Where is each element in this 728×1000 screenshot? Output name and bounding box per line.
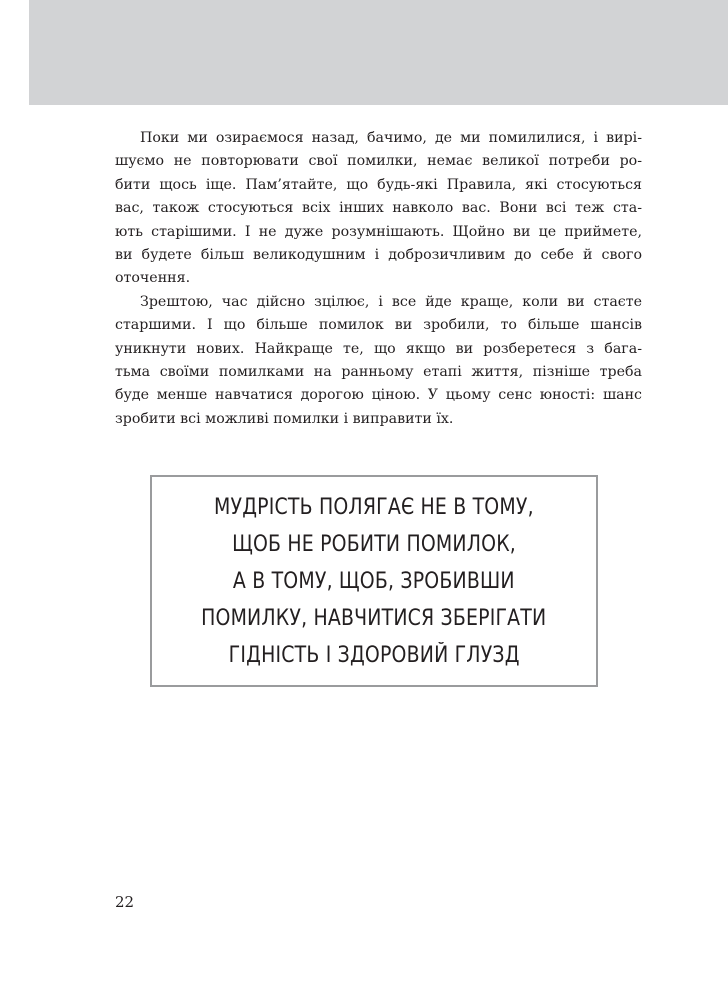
text-line: зробити всі можливі помилки і виправити їх. [115, 410, 454, 427]
text-line: вас, також стосуються всіх інших навколо вас. Вони всі теж ста- [115, 200, 642, 217]
quote-line: ГІДНІСТЬ І ЗДОРОВИЙ ГЛУЗД [228, 642, 520, 668]
text-line: ють старішими. І не дуже розумнішають. Щойно ви це приймете, [115, 223, 642, 240]
text-line: уникнути нових. Найкраще те, що якщо ви розберетеся з бага- [115, 340, 642, 357]
body-text [115, 127, 642, 431]
quote-line: ПОМИЛКУ, НАВЧИТИСЯ ЗБЕРІГАТИ [201, 605, 547, 631]
text-line: Поки ми озираємося назад, бачимо, де ми помилилися, і вирі- [140, 130, 642, 146]
quote-box [150, 475, 598, 687]
paragraph-2 [115, 291, 642, 431]
text-line: тьма своїми помилками на ранньому етапі життя, пізніше треба [115, 364, 642, 381]
page-number: 22 [115, 893, 135, 911]
quote-line: А В ТОМУ, ЩОБ, ЗРОБИВШИ [233, 568, 515, 594]
text-line: Зрештою, час дійсно зцілює, і все йде краще, коли ви стаєте [140, 293, 642, 310]
text-line: оточення. [115, 270, 191, 287]
text-line: шуємо не повторювати свої помилки, немає великої потреби ро- [115, 153, 642, 170]
text-line: старшими. І що більше помилок ви зробили, то більше шансів [115, 317, 642, 334]
text-line: бити щось іще. Пам’ятайте, що будь-які Правила, які стосуються [115, 176, 642, 193]
quote-line: МУДРІСТЬ ПОЛЯГАЄ НЕ В ТОМУ, [214, 494, 534, 520]
text-line: буде менше навчатися дорогою ціною. У цьому сенс юності: шанс [115, 387, 642, 404]
header-band [29, 0, 728, 105]
paragraph-1 [115, 127, 642, 291]
text-line: ви будете більш великодушним і доброзичливим до себе й свого [115, 247, 642, 264]
quote-line: ЩОБ НЕ РОБИТИ ПОМИЛОК, [232, 531, 516, 557]
